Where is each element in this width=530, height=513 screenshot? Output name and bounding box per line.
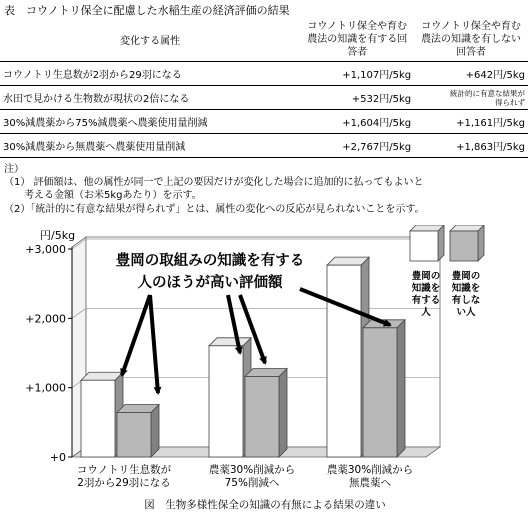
row-without-value: +1,161円/5kg — [414, 110, 528, 134]
legend-label: 有する — [411, 295, 441, 306]
y-axis-label: 円/5kg — [40, 229, 76, 242]
chart-legend — [410, 225, 484, 318]
row-without-value: +1,863円/5kg — [414, 134, 528, 158]
bar-chart — [0, 225, 530, 513]
row-attribute: 30%減農薬から無農薬へ農薬使用量削減 — [0, 134, 300, 158]
table-row — [0, 134, 528, 158]
legend-swatch-top — [450, 225, 484, 231]
legend-swatch — [450, 231, 478, 261]
header-without-knowledge: コウノトリ保全や育む農法の知識を有しない回答者 — [421, 21, 522, 58]
bar-without-knowledge — [117, 404, 159, 457]
x-tick-label: 75%削減へ — [224, 477, 280, 489]
x-tick-label: 2羽から29羽になる — [77, 477, 171, 489]
row-with-value: +1,107円/5kg — [300, 62, 414, 86]
annotation-line-2: 人のほうが高い評価額 — [137, 275, 283, 291]
table-row — [0, 86, 528, 110]
legend-label: 豊岡の — [451, 271, 481, 282]
x-axis-labels — [77, 463, 413, 489]
annotation-line-1: 豊岡の取組みの知識を有する — [115, 253, 305, 269]
chart-caption: 図 生物多様性保全の知識の有無による結果の違い — [144, 499, 386, 511]
row-with-value: +2,767円/5kg — [300, 134, 414, 158]
x-tick-label: 無農薬へ — [349, 477, 391, 489]
legend-swatch-top — [410, 225, 444, 231]
header-attribute: 変化する属性 — [0, 18, 300, 62]
legend-label: 知識を — [411, 283, 441, 294]
x-tick-label: 農薬30%削減から — [208, 464, 296, 476]
table-row — [0, 110, 528, 134]
row-attribute: 水田で見かける生物数が現状の2倍になる — [0, 86, 300, 110]
legend-label: い人 — [456, 307, 476, 318]
results-table — [0, 18, 528, 158]
notes-heading: 注） — [4, 164, 24, 175]
row-attribute: コウノトリ生息数が2羽から29羽になる — [0, 62, 300, 86]
header-with-knowledge: コウノトリ保全や育む農法の知識を有する回答者 — [307, 21, 408, 58]
legend-label: 豊岡の — [411, 271, 441, 282]
bar-without-knowledge — [363, 320, 405, 457]
y-tick-label: +0 — [49, 451, 66, 464]
note-2: （2）「統計的に有意な結果が得られず」とは、属性の変化への反応が見られないことを示す。 — [4, 204, 425, 215]
y-tick-label: +2,000 — [25, 312, 66, 326]
x-tick-label: 農薬30%削減から — [326, 464, 414, 476]
legend-swatch — [410, 231, 438, 261]
x-tick-label: コウノトリ生息数が — [76, 464, 172, 476]
y-tick-label: +1,000 — [25, 381, 66, 395]
legend-label: 有しな — [451, 295, 481, 306]
row-with-value: +1,604円/5kg — [300, 110, 414, 134]
legend-label: 人 — [421, 307, 431, 318]
legend-label: 知識を — [451, 283, 481, 294]
y-tick-label: +3,000 — [25, 243, 66, 256]
note-1-cont: 考える金額（お米5kgあたり）を示す。 — [24, 190, 202, 201]
row-attribute: 30%減農薬から75%減農薬へ農薬使用量削減 — [0, 110, 300, 134]
row-without-value: +642円/5kg — [414, 62, 528, 86]
row-without-value: 統計的に有意な結果が得られず — [450, 88, 525, 107]
y-axis — [25, 243, 72, 464]
note-1: （1） 評価額は、他の属性が同一で上記の要因だけが変化した場合に追加的に払ってもよいと — [4, 177, 424, 188]
table-row — [0, 62, 528, 86]
table-caption: 表 コウノトリ保全に配慮した水稲生産の経済評価の結果 — [4, 4, 290, 17]
bar-without-knowledge — [245, 369, 287, 457]
row-with-value: +532円/5kg — [300, 86, 414, 110]
